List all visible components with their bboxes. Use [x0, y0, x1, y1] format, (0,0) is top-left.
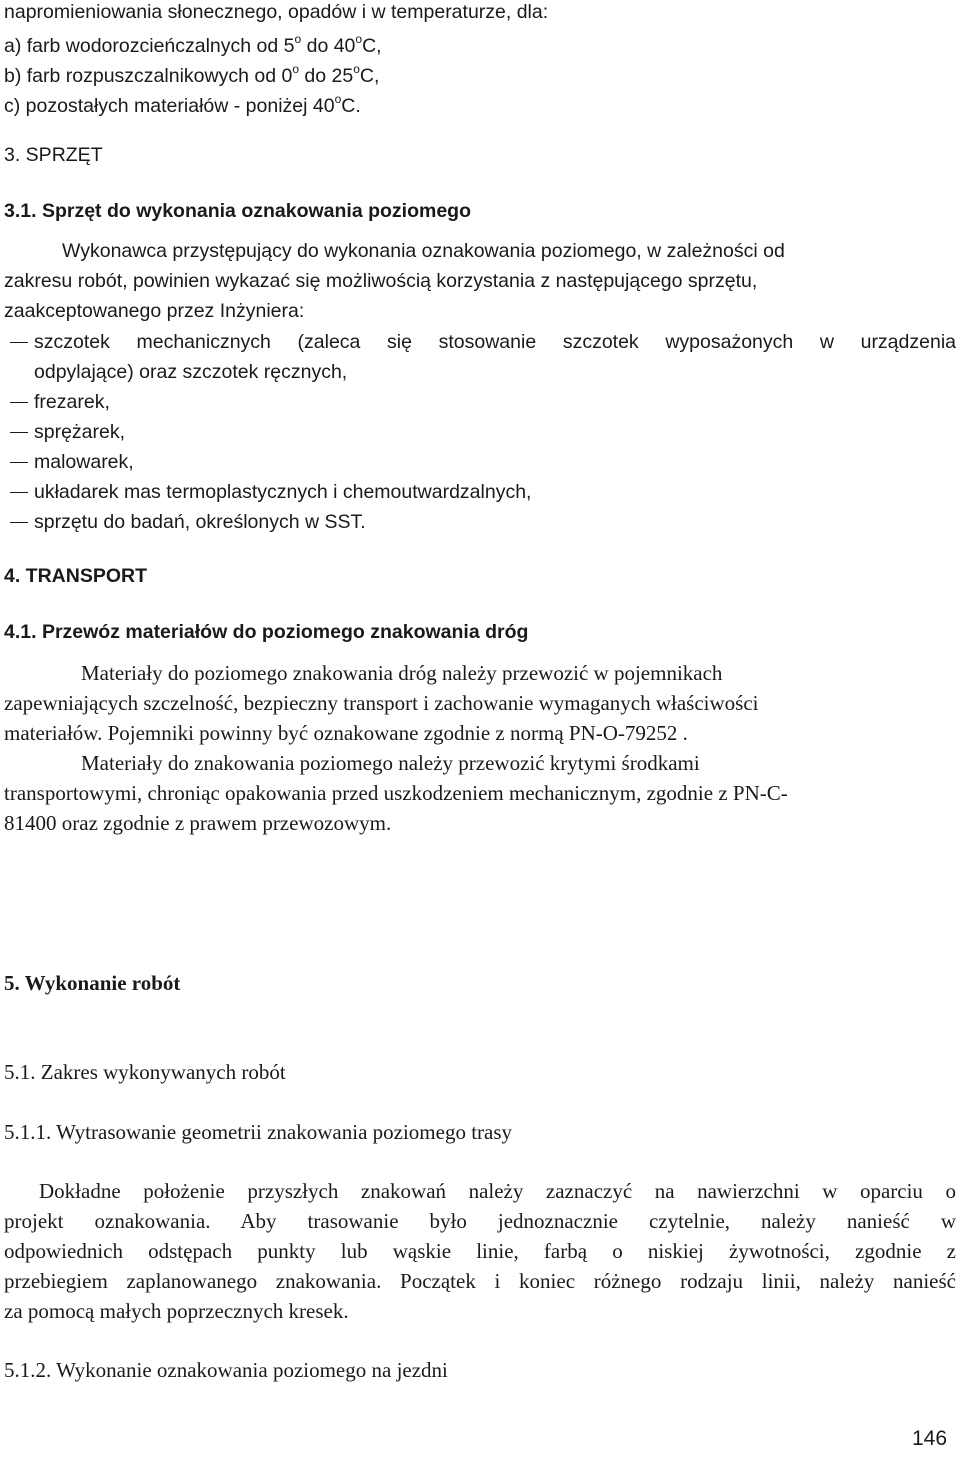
equipment-list-item-continuation: odpylające) oraz szczotek ręcznych, [34, 361, 348, 383]
intro-item-b [4, 63, 379, 87]
equipment-list-item: szczotek mechanicznych (zaleca się stosowanie szczotek wyposażonych w urządzenia [4, 333, 956, 353]
section-3-paragraph-line: Wykonawca przystępujący do wykonania oznakowania poziomego, w zależności od [62, 240, 785, 262]
section-5-1-heading: 5.1. Zakres wykonywanych robót [4, 1060, 286, 1084]
equipment-list-item: układarek mas termoplastycznych i chemoutwardzalnych, [4, 483, 531, 503]
section-5-paragraph-line: za pomocą małych poprzecznych kresek. [4, 1299, 349, 1323]
section-5-paragraph-line: projekt oznakowania. Aby trasowanie było jednoznacznie czytelnie, należy nanieść w [4, 1209, 956, 1233]
dash-bullet-icon [10, 462, 28, 463]
page-number: 146 [912, 1427, 948, 1450]
intro-item-c [4, 93, 361, 117]
section-4-paragraph-line: transportowymi, chroniąc opakowania przed uszkodzeniem mechanicznym, zgodnie z PN-C- [4, 781, 788, 805]
intro-item-a [4, 33, 382, 57]
section-3-paragraph-line: zakresu robót, powinien wykazać się możliwością korzystania z następującego sprzętu, [4, 270, 758, 292]
section-5-1-2-heading: 5.1.2. Wykonanie oznakowania poziomego na jezdni [4, 1358, 448, 1382]
degree-sup: o [355, 32, 363, 46]
intro-item-b-post: C, [359, 65, 380, 87]
section-4-paragraph-line: zapewniających szczelność, bezpieczny transport i zachowanie wymaganych właściwości [4, 691, 759, 715]
equipment-list-item: sprzętu do badań, określonych w SST. [4, 513, 366, 533]
equipment-list-item: frezarek, [4, 393, 110, 413]
intro-item-a-post: C, [362, 35, 382, 57]
section-5-paragraph-line: przebiegiem zaplanowanego znakowania. Początek i koniec różnego rodzaju linii, należy nanieść [4, 1269, 956, 1293]
dash-bullet-icon [10, 402, 28, 403]
section-4-paragraph-line: materiałów. Pojemniki powinny być oznakowane zgodnie z normą PN-O-79252 . [4, 721, 688, 745]
dash-bullet-icon [10, 342, 28, 343]
intro-item-a-pre: a) farb wodorozcieńczalnych od 5 [4, 35, 295, 57]
intro-item-a-mid: do 40 [301, 35, 356, 57]
degree-sup: o [292, 62, 299, 76]
section-4-1-heading: 4.1. Przewóz materiałów do poziomego znakowania dróg [4, 621, 529, 643]
section-5-heading: 5. Wykonanie robót [4, 971, 181, 995]
section-3-1-heading: 3.1. Sprzęt do wykonania oznakowania poziomego [4, 200, 472, 222]
section-4-paragraph-line: Materiały do poziomego znakowania dróg należy przewozić w pojemnikach [81, 661, 723, 685]
degree-sup: o [334, 92, 342, 106]
section-5-1-1-heading: 5.1.1. Wytrasowanie geometrii znakowania poziomego trasy [4, 1120, 513, 1144]
section-4-paragraph-line: 81400 oraz zgodnie z prawem przewozowym. [4, 811, 392, 835]
section-3-paragraph-line: zaakceptowanego przez Inżyniera: [4, 300, 305, 322]
degree-sup: o [294, 32, 302, 46]
equipment-list-item: malowarek, [4, 453, 134, 473]
intro-item-c-pre: c) pozostałych materiałów - poniżej 40 [4, 95, 335, 117]
section-4-paragraph-line: Materiały do znakowania poziomego należy przewozić krytymi środkami [81, 751, 700, 775]
dash-bullet-icon [10, 432, 28, 433]
section-5-paragraph-line: Dokładne położenie przyszłych znakowań należy zaznaczyć na nawierzchni w oparciu o [39, 1179, 956, 1203]
dash-bullet-icon [10, 492, 28, 493]
intro-item-b-pre: b) farb rozpuszczalnikowych od 0 [4, 65, 293, 87]
intro-item-b-mid: do 25 [299, 65, 354, 87]
degree-sup: o [353, 62, 360, 76]
intro-item-c-post: C. [341, 95, 361, 117]
intro-line: napromieniowania słonecznego, opadów i w temperaturze, dla: [4, 1, 549, 23]
section-4-heading: 4. TRANSPORT [4, 565, 148, 587]
dash-bullet-icon [10, 522, 28, 523]
section-5-paragraph-line: odpowiednich odstępach punkty lub wąskie linie, farbą o niskiej żywotności, zgodnie z [4, 1239, 956, 1263]
equipment-list-item: sprężarek, [4, 423, 125, 443]
section-3-heading: 3. SPRZĘT [4, 144, 103, 166]
